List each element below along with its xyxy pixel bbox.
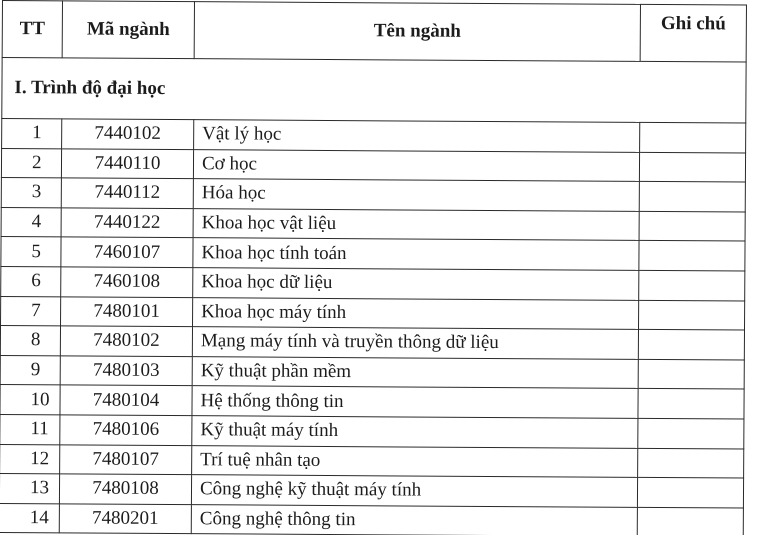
major-code: 7480102 — [60, 326, 192, 356]
major-name: Kỹ thuật phần mềm — [192, 356, 638, 388]
table-row — [1, 178, 745, 212]
row-number: 11 — [0, 414, 60, 444]
table-row — [0, 355, 744, 389]
row-note — [639, 152, 745, 182]
row-note — [640, 122, 746, 152]
table-header-row — [2, 1, 746, 63]
section-row — [2, 58, 746, 124]
row-note — [639, 211, 745, 241]
major-name: Hóa học — [193, 179, 639, 211]
major-code: 7440102 — [62, 119, 194, 149]
table-row — [0, 474, 744, 508]
row-number: 3 — [1, 178, 61, 208]
table-row — [0, 385, 744, 419]
row-note — [639, 241, 745, 271]
row-number: 12 — [0, 444, 60, 474]
table-row — [0, 444, 744, 478]
row-number: 13 — [0, 474, 60, 504]
major-name: Công nghệ kỹ thuật máy tính — [191, 475, 637, 507]
major-name: Mạng máy tính và truyền thông dữ liệu — [192, 327, 638, 359]
major-code: 7480106 — [60, 415, 192, 445]
table-row — [1, 237, 745, 271]
major-code: 7440122 — [61, 208, 193, 238]
major-code: 7440110 — [61, 148, 193, 178]
table-row — [1, 296, 745, 330]
major-name: Cơ học — [193, 149, 639, 181]
row-number: 7 — [1, 296, 61, 326]
row-note — [638, 448, 744, 478]
row-number: 10 — [0, 385, 60, 415]
row-number: 1 — [2, 119, 62, 149]
major-code: 7460108 — [61, 267, 193, 297]
row-note — [638, 389, 744, 419]
section-title: I. Trình độ đại học — [2, 58, 746, 124]
header-tt: TT — [2, 1, 62, 58]
table-row — [0, 414, 744, 448]
major-name: Trí tuệ nhân tạo — [192, 445, 638, 477]
header-name: Tên ngành — [194, 2, 640, 62]
row-number: 14 — [0, 503, 59, 533]
row-note — [639, 270, 745, 300]
row-note — [638, 330, 744, 360]
row-note — [637, 478, 743, 508]
row-number: 2 — [1, 148, 61, 178]
header-code: Mã ngành — [62, 1, 194, 59]
table-row — [1, 266, 745, 300]
row-note — [638, 300, 744, 330]
row-note — [637, 507, 743, 535]
table-row — [1, 207, 745, 241]
row-number: 5 — [1, 237, 61, 267]
major-code: 7480201 — [59, 504, 191, 534]
row-number: 8 — [0, 326, 60, 356]
table-row — [1, 148, 745, 182]
major-code: 7440112 — [61, 178, 193, 208]
major-code: 7460107 — [61, 237, 193, 267]
table-row — [2, 119, 746, 153]
major-code: 7480107 — [60, 444, 192, 474]
row-note — [638, 359, 744, 389]
major-name: Công nghệ thông tin — [191, 504, 637, 535]
major-name: Vật lý học — [194, 120, 640, 152]
major-name: Hệ thống thông tin — [192, 386, 638, 418]
major-code: 7480104 — [60, 385, 192, 415]
major-name: Khoa học vật liệu — [193, 208, 639, 240]
row-number: 4 — [1, 207, 61, 237]
table-row — [0, 503, 743, 535]
header-note: Ghi chú — [640, 4, 746, 62]
major-code: 7480103 — [60, 356, 192, 386]
major-code: 7480101 — [61, 296, 193, 326]
row-number: 6 — [1, 266, 61, 296]
row-note — [638, 418, 744, 448]
major-code: 7480108 — [59, 474, 191, 504]
row-note — [639, 182, 745, 212]
major-name: Kỹ thuật máy tính — [192, 416, 638, 448]
major-name: Khoa học dữ liệu — [193, 268, 639, 300]
table-row — [0, 326, 744, 360]
major-name: Khoa học tính toán — [193, 238, 639, 270]
major-name: Khoa học máy tính — [193, 297, 639, 329]
row-number: 9 — [0, 355, 60, 385]
